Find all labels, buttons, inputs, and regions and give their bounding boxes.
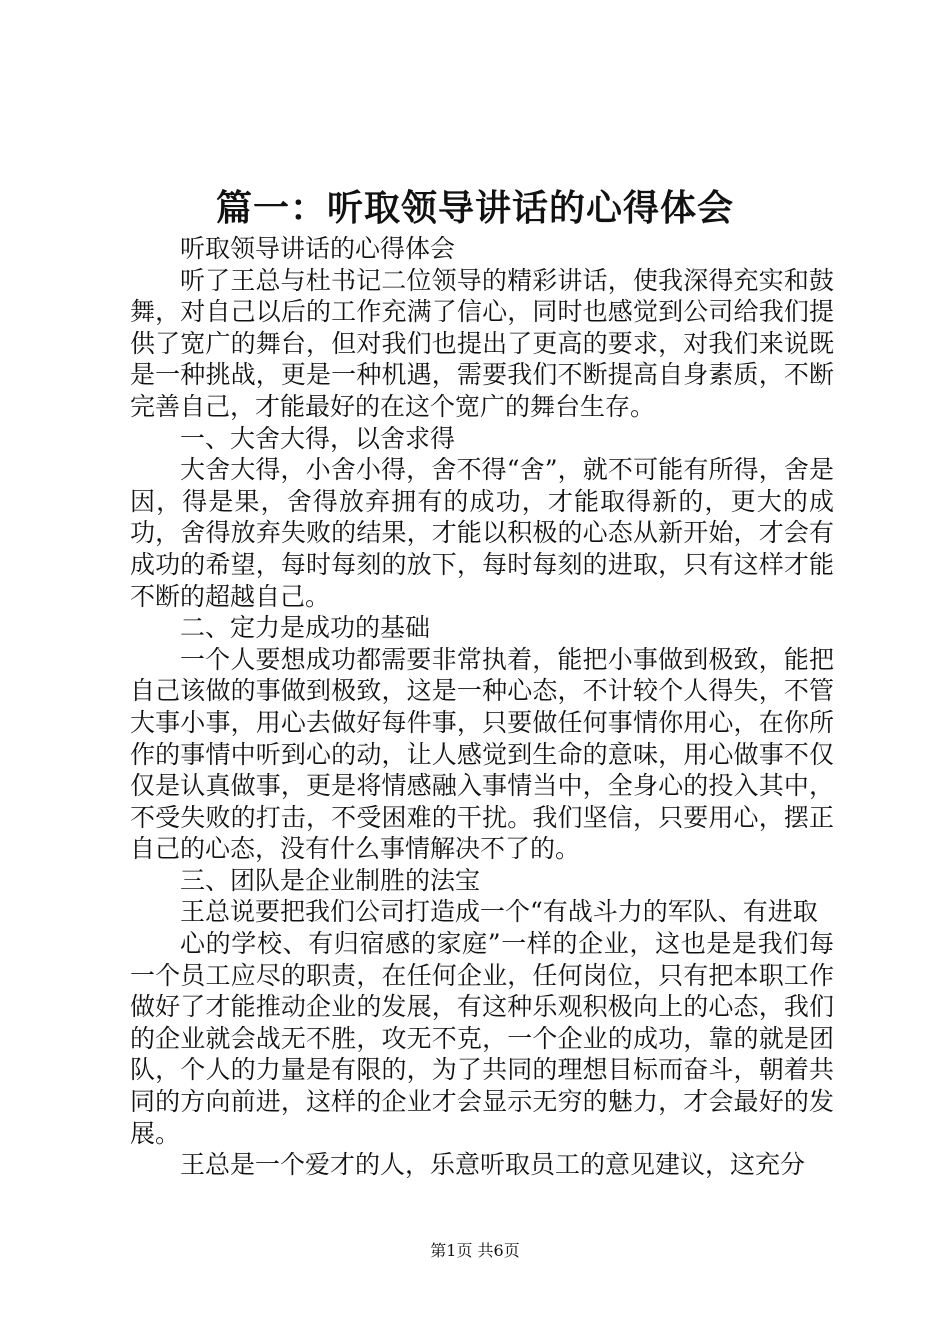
section-heading: 三、团队是企业制胜的法宝 [180,865,481,895]
paragraph: 王总说要把我们公司打造成一个“有战斗力的军队、有进取 [180,897,818,927]
page-number: 第1页 共6页 [430,1241,520,1260]
paragraph: 一个人要想成功都需要非常执着，能把小事做到极致，能把自己该做的事做到极致，这是一种心态，不计较个人得失，不管大事小事，用心去做好每件事，只要做任何事情你用心，在你所作的事情中听到心的动，让人感觉到生命的意味，用心做事不仅仅是认真做事，更是将情感融入事情当中，全身心的投入其中，不受失败的打击，不受困难的干扰。我们坚信，只要用心，摆正自己的心态，没有什么事情解决不了的。 [130,644,834,864]
paragraph: 大舍大得，小舍小得，舍不得“舍”，就不可能有所得，舍是因，得是果，舍得放弃拥有的成功，才能取得新的，更大的成功，舍得放弃失败的结果，才能以积极的心态从新开始，才会有成功的希望，每时每刻的放下，每时每刻的进取，只有这样才能不断的超越自己。 [130,455,834,611]
paragraph: 王总是一个爱才的人，乐意听取员工的意见建议，这充分 [180,1150,806,1180]
section-heading: 一、大舍大得，以舍求得 [180,423,456,453]
document-title: 篇一：听取领导讲话的心得体会 [215,187,734,229]
section-heading: 二、定力是成功的基础 [180,613,431,643]
paragraph: 心的学校、有归宿感的家庭”一样的企业，这也是是我们每一个员工应尽的职责，在任何企业，任何岗位，只有把本职工作做好了才能推动企业的发展，有这种乐观积极向上的心态，我们的企业就会战无不胜，攻无不克，一个企业的成功，靠的就是团队，个人的力量是有限的，为了共同的理想目标而奋斗，朝着共同的方向前进，这样的企业才会显示无穷的魅力，才会最好的发展。 [130,929,834,1148]
document-body [130,233,834,1181]
paragraph: 听了王总与杜书记二位领导的精彩讲话，使我深得充实和鼓舞，对自己以后的工作充满了信心，同时也感觉到公司给我们提供了宽广的舞台，但对我们也提出了更高的要求，对我们来说既是一种挑战，更是一种机遇，需要我们不断提高自身素质，不断完善自己，才能最好的在这个宽广的舞台生存。 [130,265,834,421]
paragraph-subtitle: 听取领导讲话的心得体会 [180,234,456,263]
